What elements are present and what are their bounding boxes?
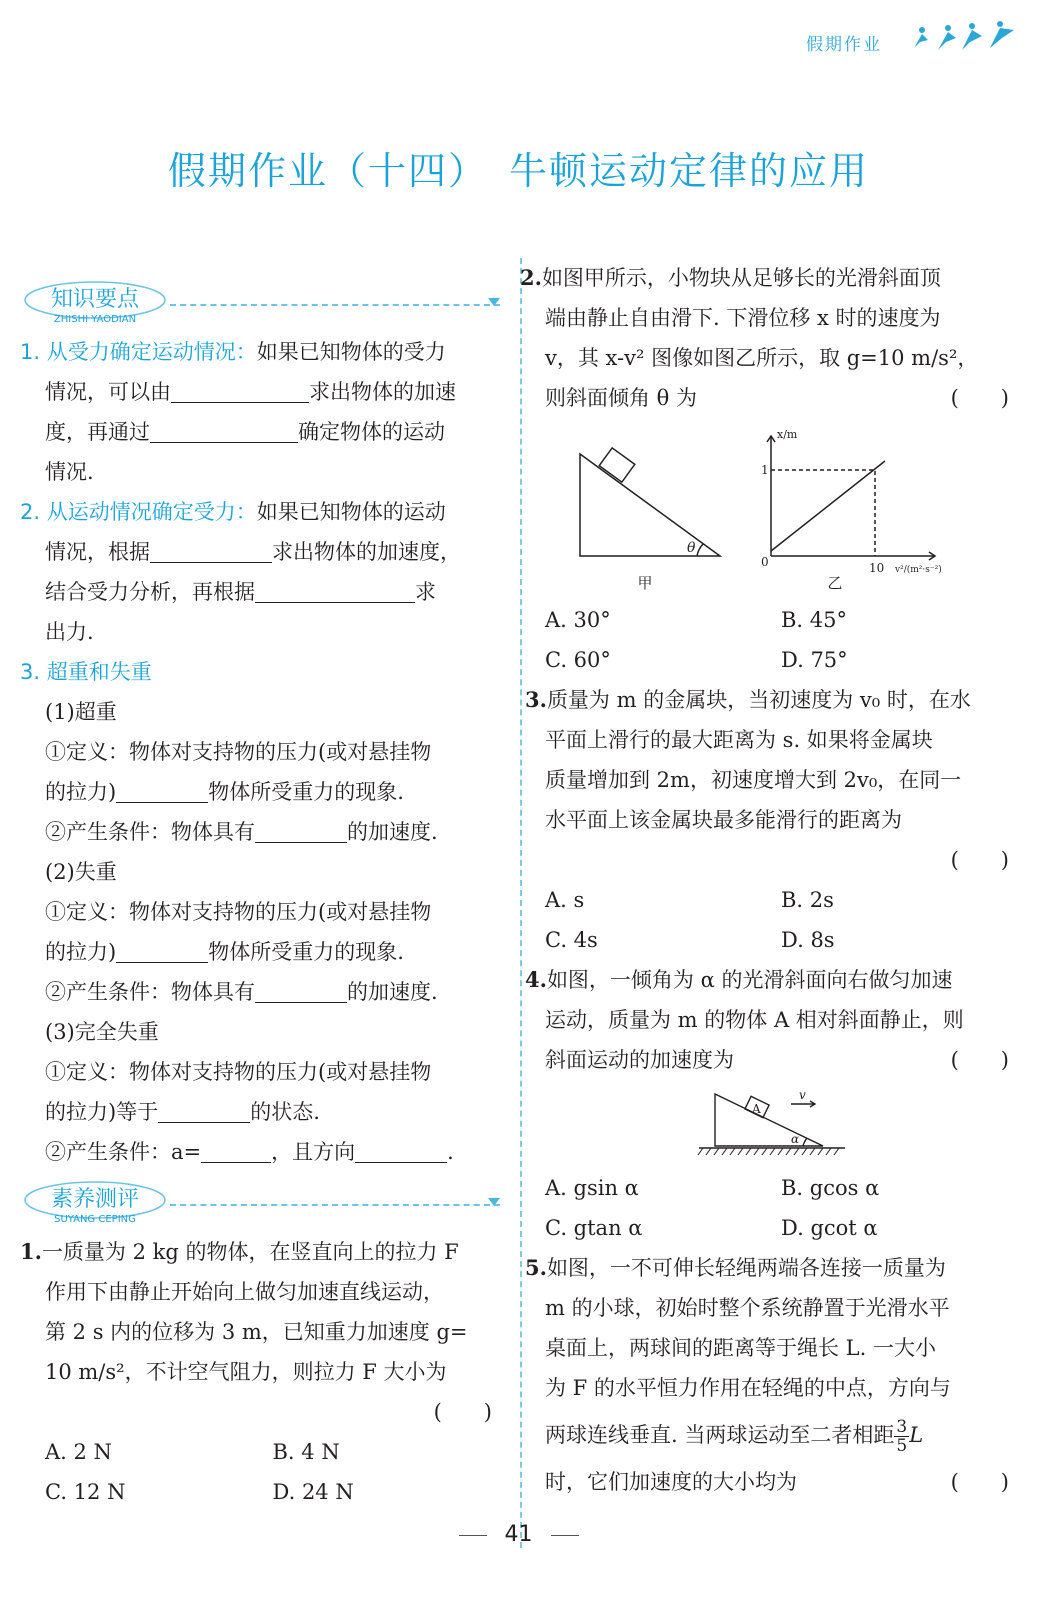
k1-text: 确定物体的运动 xyxy=(298,420,445,444)
k1-text: 情况，可以由 xyxy=(45,380,171,404)
right-column xyxy=(520,258,1017,1502)
question-number: 5. xyxy=(525,1255,547,1280)
s1-condition: ②产生条件：物体具有 xyxy=(45,820,255,844)
question-number: 1. xyxy=(20,1239,42,1264)
question-text: 斜面运动的加速度为 xyxy=(545,1048,734,1072)
origin-label: 0 xyxy=(761,555,769,569)
option-b[interactable]: B. 2s xyxy=(781,888,834,912)
y-tick-1: 1 xyxy=(761,463,769,477)
k1-text: 求出物体的加速 xyxy=(309,380,456,404)
k1-text: 度，再通过 xyxy=(45,420,150,444)
answer-parentheses[interactable]: ( ) xyxy=(950,1470,1009,1494)
s3-definition: 的拉力)等于 xyxy=(45,1100,159,1124)
page-number xyxy=(0,1522,1037,1547)
fraction-three-fifths xyxy=(894,1418,909,1455)
page-number-text: 41 xyxy=(504,1522,533,1547)
option-d[interactable]: D. 75° xyxy=(781,648,848,672)
x-axis-label: v²/(m²·s⁻²) xyxy=(895,565,942,575)
s1-heading: (1)超重 xyxy=(45,700,117,724)
k1-text: 如果已知物体的受力 xyxy=(256,340,446,364)
s1-definition: 物体所受重力的现象. xyxy=(208,780,404,804)
column-divider xyxy=(520,258,522,1548)
alpha-label: α xyxy=(791,1132,800,1146)
k2-heading: 2. 从运动情况确定受力： xyxy=(20,500,257,524)
velocity-label: v xyxy=(799,1088,806,1102)
s2-heading: (2)失重 xyxy=(45,860,117,884)
question-1 xyxy=(20,1232,500,1512)
s2-condition: 的加速度. xyxy=(347,980,438,1004)
running-figures-icon xyxy=(910,18,1020,58)
s1-condition: 的加速度. xyxy=(347,820,438,844)
s3-definition: ①定义：物体对支持物的压力(或对悬挂物 xyxy=(45,1060,432,1084)
s3-heading: (3)完全失重 xyxy=(45,1020,159,1044)
graph-figure-yi xyxy=(767,436,935,560)
left-column xyxy=(20,278,500,1512)
question-text: L xyxy=(909,1423,924,1447)
s3-condition: ，且方向 xyxy=(271,1140,356,1164)
knowledge-badge xyxy=(20,278,170,326)
question-text: 质量增加到 2m，初速度增大到 2v₀，在同一 xyxy=(545,768,962,792)
question-number: 3. xyxy=(525,687,547,712)
k3-heading: 3. 超重和失重 xyxy=(20,660,152,684)
question-text: 质量为 m 的金属块，当初速度为 v₀ 时，在水 xyxy=(546,688,971,712)
question-text: 端由静止自由滑下. 下滑位移 x 时的速度为 xyxy=(545,306,941,330)
answer-blank[interactable] xyxy=(201,1136,271,1163)
x-tick-10: 10 xyxy=(869,561,885,575)
option-a[interactable]: A. s xyxy=(545,888,585,912)
question-text: 如图甲所示，小物块从足够长的光滑斜面顶 xyxy=(541,266,941,290)
question-text: 水平面上该金属块最多能滑行的距离为 xyxy=(545,808,902,832)
answer-blank[interactable] xyxy=(355,1136,447,1163)
section-test-header xyxy=(20,1178,500,1232)
fraction-denominator: 5 xyxy=(896,1436,908,1456)
answer-parentheses[interactable]: ( ) xyxy=(950,386,1009,410)
answer-blank[interactable] xyxy=(116,936,208,963)
moving-incline-figure xyxy=(695,1086,855,1162)
option-b[interactable]: B. 45° xyxy=(781,608,848,632)
question-text: 运动，质量为 m 的物体 A 相对斜面静止，则 xyxy=(545,1008,964,1032)
knowledge-badge-subtitle: ZHISHI YAODIAN xyxy=(53,314,137,325)
y-axis-label: x/m xyxy=(777,428,798,441)
incline-graph-figure xyxy=(565,426,1005,596)
option-a[interactable]: A. 2 N xyxy=(45,1440,112,1464)
header-tag: 假期作业 xyxy=(806,35,882,55)
s2-definition: 的拉力) xyxy=(45,940,117,964)
question-text: 10 m/s²，不计空气阻力，则拉力 F 大小为 xyxy=(45,1360,447,1384)
theta-label: θ xyxy=(687,540,696,556)
s2-definition: ①定义：物体对支持物的压力(或对悬挂物 xyxy=(45,900,432,924)
block-a-label: A xyxy=(752,1102,761,1116)
k2-text: 结合受力分析，再根据 xyxy=(45,580,255,604)
answer-parentheses[interactable]: ( ) xyxy=(950,848,1009,872)
incline-figure-jia xyxy=(580,448,720,556)
question-text: 作用下由静止开始向上做匀加速直线运动， xyxy=(45,1280,444,1304)
s3-condition: ②产生条件：a= xyxy=(45,1140,202,1164)
option-d[interactable]: D. 24 N xyxy=(272,1480,354,1504)
question-5 xyxy=(525,1248,1017,1502)
answer-blank[interactable] xyxy=(255,576,415,603)
question-2 xyxy=(520,258,1017,680)
test-badge-subtitle: SUYANG CEPING xyxy=(54,1214,136,1225)
option-d[interactable]: D. 8s xyxy=(781,928,835,952)
question-text: 时，它们加速度的大小均为 xyxy=(545,1470,797,1494)
question-text: v，其 x-v² 图像如图乙所示，取 g=10 m/s²， xyxy=(545,346,979,370)
question-text: 平面上滑行的最大距离为 s. 如果将金属块 xyxy=(545,728,933,752)
option-d[interactable]: D. gcot α xyxy=(781,1216,878,1240)
fig-yi-label: 乙 xyxy=(827,574,843,592)
question-number: 4. xyxy=(525,967,547,992)
question-text: 如图，一不可伸长轻绳两端各连接一质量为 xyxy=(546,1256,946,1280)
question-text: 一质量为 2 kg 的物体，在竖直向上的拉力 F xyxy=(41,1240,459,1264)
option-c[interactable]: C. gtan α xyxy=(545,1216,643,1240)
page-title: 假期作业（十四） 牛顿运动定律的应用 xyxy=(167,149,869,193)
question-3 xyxy=(525,680,1017,960)
answer-blank[interactable] xyxy=(255,976,347,1003)
answer-parentheses[interactable]: ( ) xyxy=(950,1048,1009,1072)
test-badge xyxy=(20,1178,170,1226)
question-4 xyxy=(525,960,1017,1248)
question-text: m 的小球，初始时整个系统静置于光滑水平 xyxy=(545,1296,950,1320)
k2-text: 情况，根据 xyxy=(45,540,150,564)
section-knowledge-header xyxy=(20,278,500,332)
option-c[interactable]: C. 12 N xyxy=(45,1480,126,1504)
option-c[interactable]: C. 4s xyxy=(545,928,598,952)
k2-text: 求出物体的加速度， xyxy=(272,540,461,564)
option-c[interactable]: C. 60° xyxy=(545,648,611,672)
answer-blank[interactable] xyxy=(150,536,272,563)
k1-text: 情况. xyxy=(45,460,94,484)
knowledge-badge-title: 知识要点 xyxy=(50,287,140,312)
option-b[interactable]: B. gcos α xyxy=(781,1176,880,1200)
s2-condition: ②产生条件：物体具有 xyxy=(45,980,255,1004)
option-b[interactable]: B. 4 N xyxy=(272,1440,340,1464)
s3-condition: . xyxy=(447,1140,454,1164)
option-a[interactable]: A. gsin α xyxy=(545,1176,639,1200)
k2-text: 出力. xyxy=(45,620,94,644)
fig-jia-label: 甲 xyxy=(637,574,653,592)
k2-text: 求 xyxy=(415,580,436,604)
answer-parentheses[interactable]: ( ) xyxy=(433,1400,492,1424)
answer-blank[interactable] xyxy=(255,816,347,843)
k1-heading: 1. 从受力确定运动情况： xyxy=(20,340,257,364)
question-text: 桌面上，两球间的距离等于绳长 L. 一大小 xyxy=(545,1336,936,1360)
question-number: 2. xyxy=(520,265,542,290)
fraction-numerator: 3 xyxy=(896,1417,908,1437)
s1-definition: ①定义：物体对支持物的压力(或对悬挂物 xyxy=(45,740,432,764)
question-text: 为 F 的水平恒力作用在轻绳的中点，方向与 xyxy=(545,1376,951,1400)
s2-definition: 物体所受重力的现象. xyxy=(208,940,404,964)
option-a[interactable]: A. 30° xyxy=(545,608,611,632)
question-text: 如图，一倾角为 α 的光滑斜面向右做匀加速 xyxy=(546,968,953,992)
answer-blank[interactable] xyxy=(150,416,298,443)
question-text: 则斜面倾角 θ 为 xyxy=(545,386,697,410)
answer-blank[interactable] xyxy=(116,776,208,803)
answer-blank[interactable] xyxy=(158,1096,250,1123)
k2-text: 如果已知物体的运动 xyxy=(256,500,446,524)
question-text: 第 2 s 内的位移为 3 m，已知重力加速度 g= xyxy=(45,1320,468,1344)
answer-blank[interactable] xyxy=(171,376,309,403)
s1-definition: 的拉力) xyxy=(45,780,117,804)
s3-definition: 的状态. xyxy=(250,1100,320,1124)
test-badge-title: 素养测评 xyxy=(50,1187,140,1212)
question-text: 两球连线垂直. 当两球运动至二者相距 xyxy=(545,1423,895,1447)
